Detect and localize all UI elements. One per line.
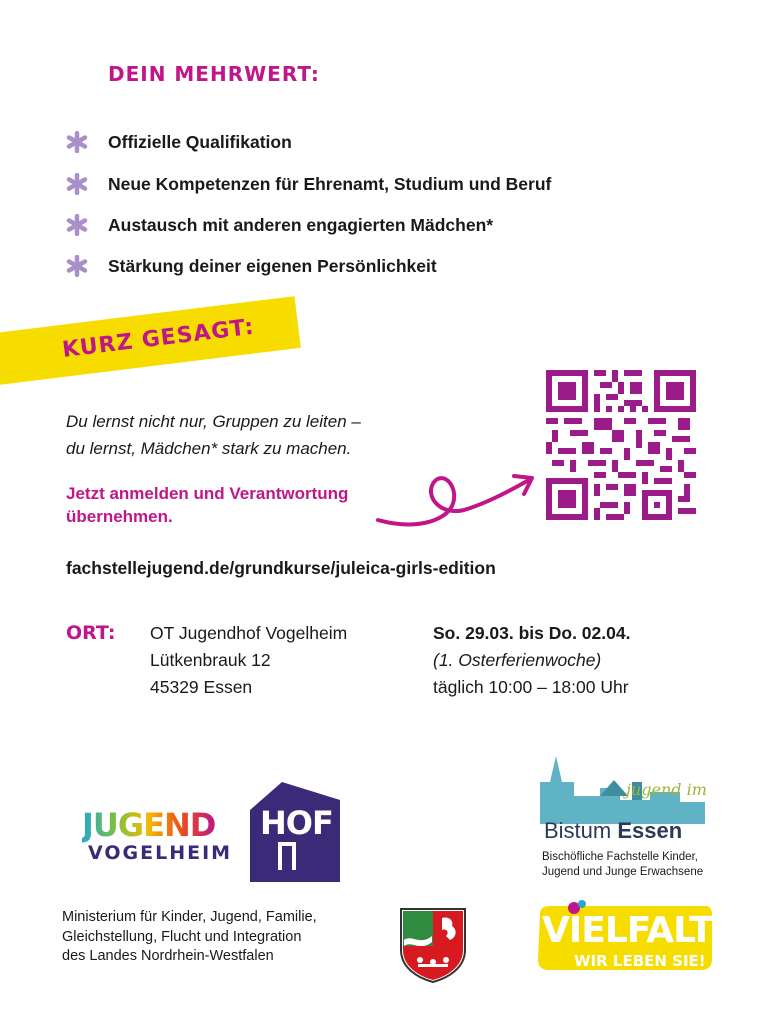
nrw-coat-of-arms-icon (398, 906, 468, 984)
qr-code[interactable] (546, 370, 696, 520)
essen-word: Essen (617, 818, 683, 843)
bistum-wordmark (544, 818, 682, 844)
date-note: (1. Osterferienwoche) (433, 650, 602, 670)
list-item-text: Stärkung deiner eigenen Persönlichkeit (108, 255, 437, 276)
bistum-subtitle-line: Jugend und Junge Erwachsene (542, 866, 704, 878)
cta-text (66, 482, 348, 528)
address-block (150, 620, 347, 701)
cta-line: Jetzt anmelden und Verantwortung (66, 484, 349, 503)
bistum-subtitle (542, 850, 703, 880)
registration-url[interactable]: fachstellejugend.de/grundkurse/juleica-girls-edition (66, 558, 496, 578)
vielfalt-logo (534, 900, 714, 980)
date-block (433, 620, 630, 701)
quote-line: Du lernst nicht nur, Gruppen zu leiten – (66, 412, 361, 431)
asterisk-icon (66, 255, 88, 277)
ministry-line: Ministerium für Kinder, Jugend, Familie, (62, 909, 317, 925)
list-item (66, 211, 493, 239)
asterisk-icon (66, 173, 88, 195)
ministry-line: Gleichstellung, Flucht und Integration (62, 928, 302, 945)
quote-line: du lernst, Mädchen* stark zu machen. (66, 439, 352, 458)
list-item (66, 170, 551, 198)
kurz-heading: KURZ GESAGT: (60, 314, 256, 363)
bistum-word: Bistum (544, 818, 612, 843)
jugendhof-logo (82, 778, 344, 888)
vogelheim-word: VOGELHEIM (88, 842, 233, 864)
jugend-word (82, 806, 215, 844)
ort-label: ORT: (66, 622, 116, 644)
bistum-essen-logo (540, 752, 740, 848)
date-hours: täglich 10:00 – 18:00 Uhr (433, 677, 629, 697)
hof-word: HOF (260, 804, 333, 842)
bistum-subtitle-line: Bischöfliche Fachstelle Kinder, (542, 851, 698, 863)
asterisk-icon (66, 214, 88, 236)
jugend-im-script: jugend im (626, 780, 707, 799)
list-item-text: Neue Kompetenzen für Ehrenamt, Studium und Beruf (108, 173, 552, 194)
mehrwert-heading: DEIN MEHRWERT: (108, 62, 320, 86)
list-item-text: Offizielle Qualifikation (108, 131, 292, 152)
ministry-line: des Landes Nordrhein-Westfalen (62, 948, 274, 964)
list-item (66, 128, 292, 156)
asterisk-icon (66, 131, 88, 153)
vielfalt-word: VIELFALT (542, 910, 713, 951)
address-line: 45329 Essen (150, 677, 253, 697)
address-line: OT Jugendhof Vogelheim (150, 623, 348, 643)
list-item (66, 252, 437, 280)
jugend-word-text: JUGEND (82, 806, 216, 844)
address-line: Lütkenbrauk 12 (150, 650, 271, 670)
cta-line: übernehmen. (66, 507, 173, 526)
wir-leben-sie-word: WIR LEBEN SIE! (574, 952, 706, 970)
ministry-text (62, 908, 317, 967)
date-range: So. 29.03. bis Do. 02.04. (433, 623, 631, 643)
curly-arrow-icon (374, 458, 544, 538)
quote-text (66, 408, 361, 462)
list-item-text: Austausch mit anderen engagierten Mädchen* (108, 214, 494, 235)
